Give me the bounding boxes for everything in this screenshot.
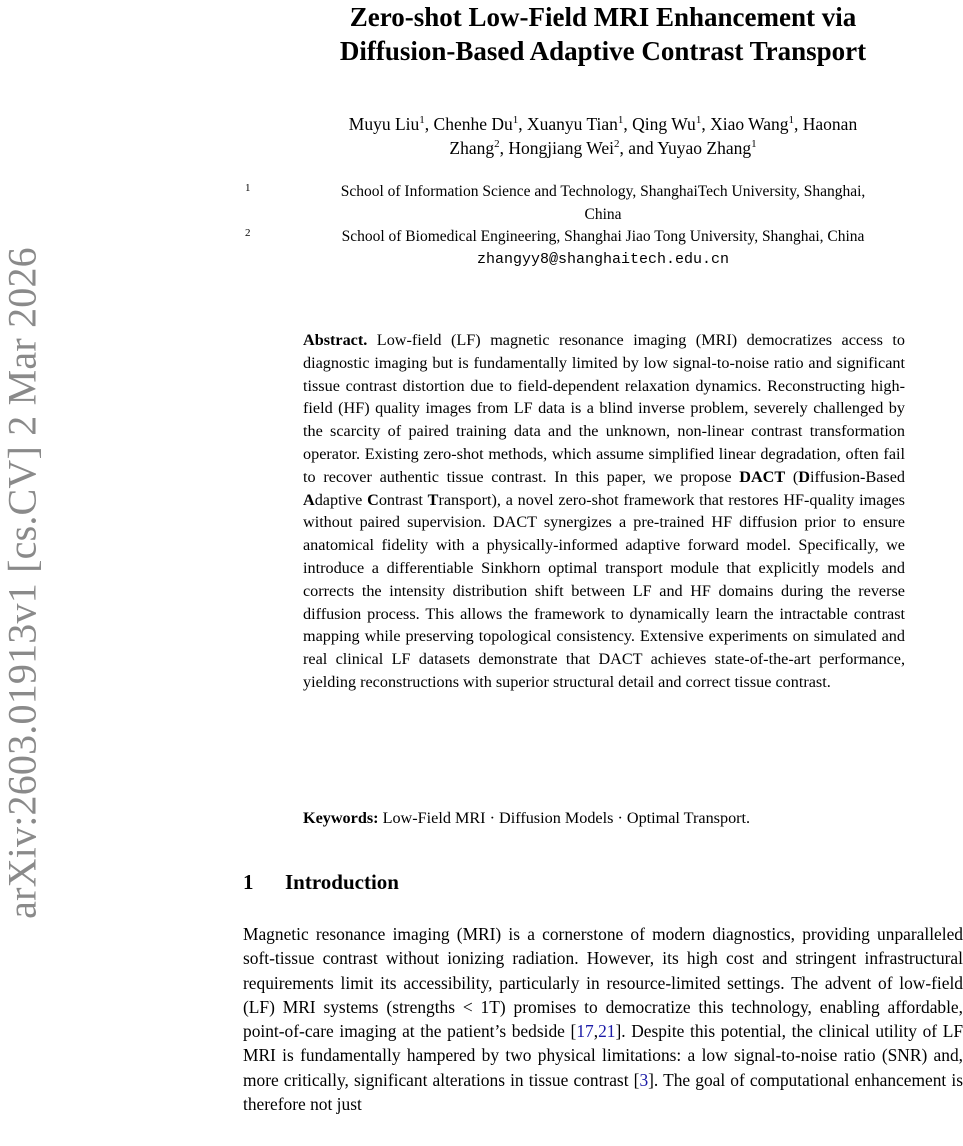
abstract-label: Abstract.	[303, 331, 368, 349]
affiliations	[243, 181, 963, 271]
abstract-text: ontrast	[378, 490, 428, 509]
affiliation-mark: 1	[788, 114, 795, 126]
body-text: Magnetic resonance imaging (MRI) is a cornerstone of modern diagnostics, providing unparalleled soft-tissue contrast without ionizing radiation. However, its high cost and stringent infrastructural requirements limit its accessibility, particularly in resource-limited settings. The advent of low-field (LF) MRI systems (strengths < 1T) promises to democratize this technology, enabling affordable, point-of-care imaging at the patient’s bedside [	[243, 924, 963, 1042]
author-name: , and Yuyao Zhang	[619, 138, 752, 158]
abstract	[303, 329, 905, 694]
citation-link[interactable]: 3	[639, 1069, 649, 1090]
abstract-text: daptive	[314, 490, 368, 509]
acronym-letter: T	[427, 490, 439, 509]
acronym-letter: C	[367, 490, 379, 509]
author-name: , Xuanyu Tian	[518, 114, 618, 134]
affiliation-mark: 2	[614, 138, 620, 150]
abstract-text: ransport	[438, 490, 492, 509]
section-heading	[243, 870, 399, 895]
authors-line-1	[243, 112, 963, 136]
author-list	[243, 112, 963, 160]
author-name: , Qing Wu	[623, 114, 696, 134]
affiliation-2	[243, 226, 963, 249]
affiliation-mark: 1	[512, 114, 519, 126]
affiliation-1-line-1: School of Information Science and Technology, ShanghaiTech University, Shanghai,	[340, 183, 866, 200]
affiliation-2-line-1: School of Biomedical Engineering, Shanghai Jiao Tong University, Shanghai, China	[341, 228, 865, 245]
arxiv-identifier-stamp	[0, 225, 45, 940]
author-name: Muyu Liu	[348, 114, 420, 134]
abstract-text: (	[785, 467, 799, 486]
title-line-1: Zero-shot Low-Field MRI Enhancement via	[349, 2, 857, 32]
affiliation-mark: 1	[245, 182, 251, 194]
keywords	[303, 807, 905, 829]
citation-link[interactable]: 21	[598, 1021, 616, 1042]
contact-email[interactable]: zhangyy8@shanghaitech.edu.cn	[476, 250, 730, 268]
author-name: , Haonan	[794, 114, 858, 134]
author-name: , Hongjiang Wei	[499, 138, 615, 158]
affiliation-mark: 1	[751, 138, 757, 150]
abstract-text: Low-field (LF) magnetic resonance imaging (MRI) democratizes access to diagnostic imaging but is fundamentally limited by low signal-to-noise ratio and significant tissue contrast distortion due to field-dependent relaxation dynamics. Reconstructing high-field (HF) quality images from LF data is a blind inverse problem, severely challenged by the scarcity of paired training data and the unknown, non-linear contrast transformation operator. Existing zero-shot methods, which assume simplified linear degradation, often fail to recover authentic tissue contrast. In this paper, we propose	[303, 331, 905, 486]
body-text: ]. Despite this potential, the clinical utility of LF MRI is fundamentally hampered by two physical limitations: a low signal-to-noise ratio (SNR) and, more critically, significant alterations in tissue contrast [	[243, 1021, 963, 1090]
affiliation-mark: 2	[494, 138, 500, 150]
section-title: Introduction	[285, 870, 399, 894]
section-number: 1	[243, 870, 254, 894]
abstract-text: iffusion-Based	[809, 467, 905, 486]
keywords-list: Low-Field MRI · Diffusion Models · Optimal Transport.	[378, 809, 751, 827]
citation-link[interactable]: 17	[576, 1021, 594, 1042]
paper-title	[243, 0, 963, 68]
affiliation-mark: 1	[617, 114, 624, 126]
affiliation-1	[243, 181, 963, 226]
author-name: , Xiao Wang	[701, 114, 789, 134]
abstract-text: ), a novel zero-shot framework that restores HF-quality images without paired supervision. DACT synergizes a pre-trained HF diffusion prior to ensure anatomical fidelity with a physically-informed adaptive forward model. Specifically, we introduce a differentiable Sinkhorn optimal transport module that explicitly models and corrects the intensity distribution shift between LF and HF domains during the reverse diffusion process. This allows the framework to dynamically learn the intractable contrast mapping while preserving topological consistency. Extensive experiments on simulated and real clinical LF datasets demonstrate that DACT achieves state-of-the-art performance, yielding reconstructions with superior structural detail and correct tissue contrast.	[303, 490, 905, 691]
introduction-paragraph	[243, 922, 963, 1116]
authors-line-2	[243, 136, 963, 160]
author-name: , Chenhe Du	[424, 114, 513, 134]
affiliation-1-line-2: China	[584, 205, 622, 223]
body-text: ]. The goal of computational enhancement is therefore not just	[243, 1069, 963, 1115]
acronym-letter: D	[798, 467, 810, 486]
method-name: DACT	[739, 467, 786, 486]
affiliation-mark: 2	[245, 227, 251, 239]
affiliation-mark: 1	[419, 114, 425, 126]
body-text: ,	[593, 1021, 599, 1042]
acronym-letter: A	[303, 490, 315, 509]
arxiv-stamp-text: arXiv:2603.01913v1 [cs.CV] 2 Mar 2026	[0, 246, 45, 919]
author-name: Zhang	[449, 138, 495, 158]
title-line-2: Diffusion-Based Adaptive Contrast Transport	[339, 36, 867, 66]
keywords-label: Keywords:	[303, 809, 379, 827]
affiliation-mark: 1	[695, 114, 702, 126]
